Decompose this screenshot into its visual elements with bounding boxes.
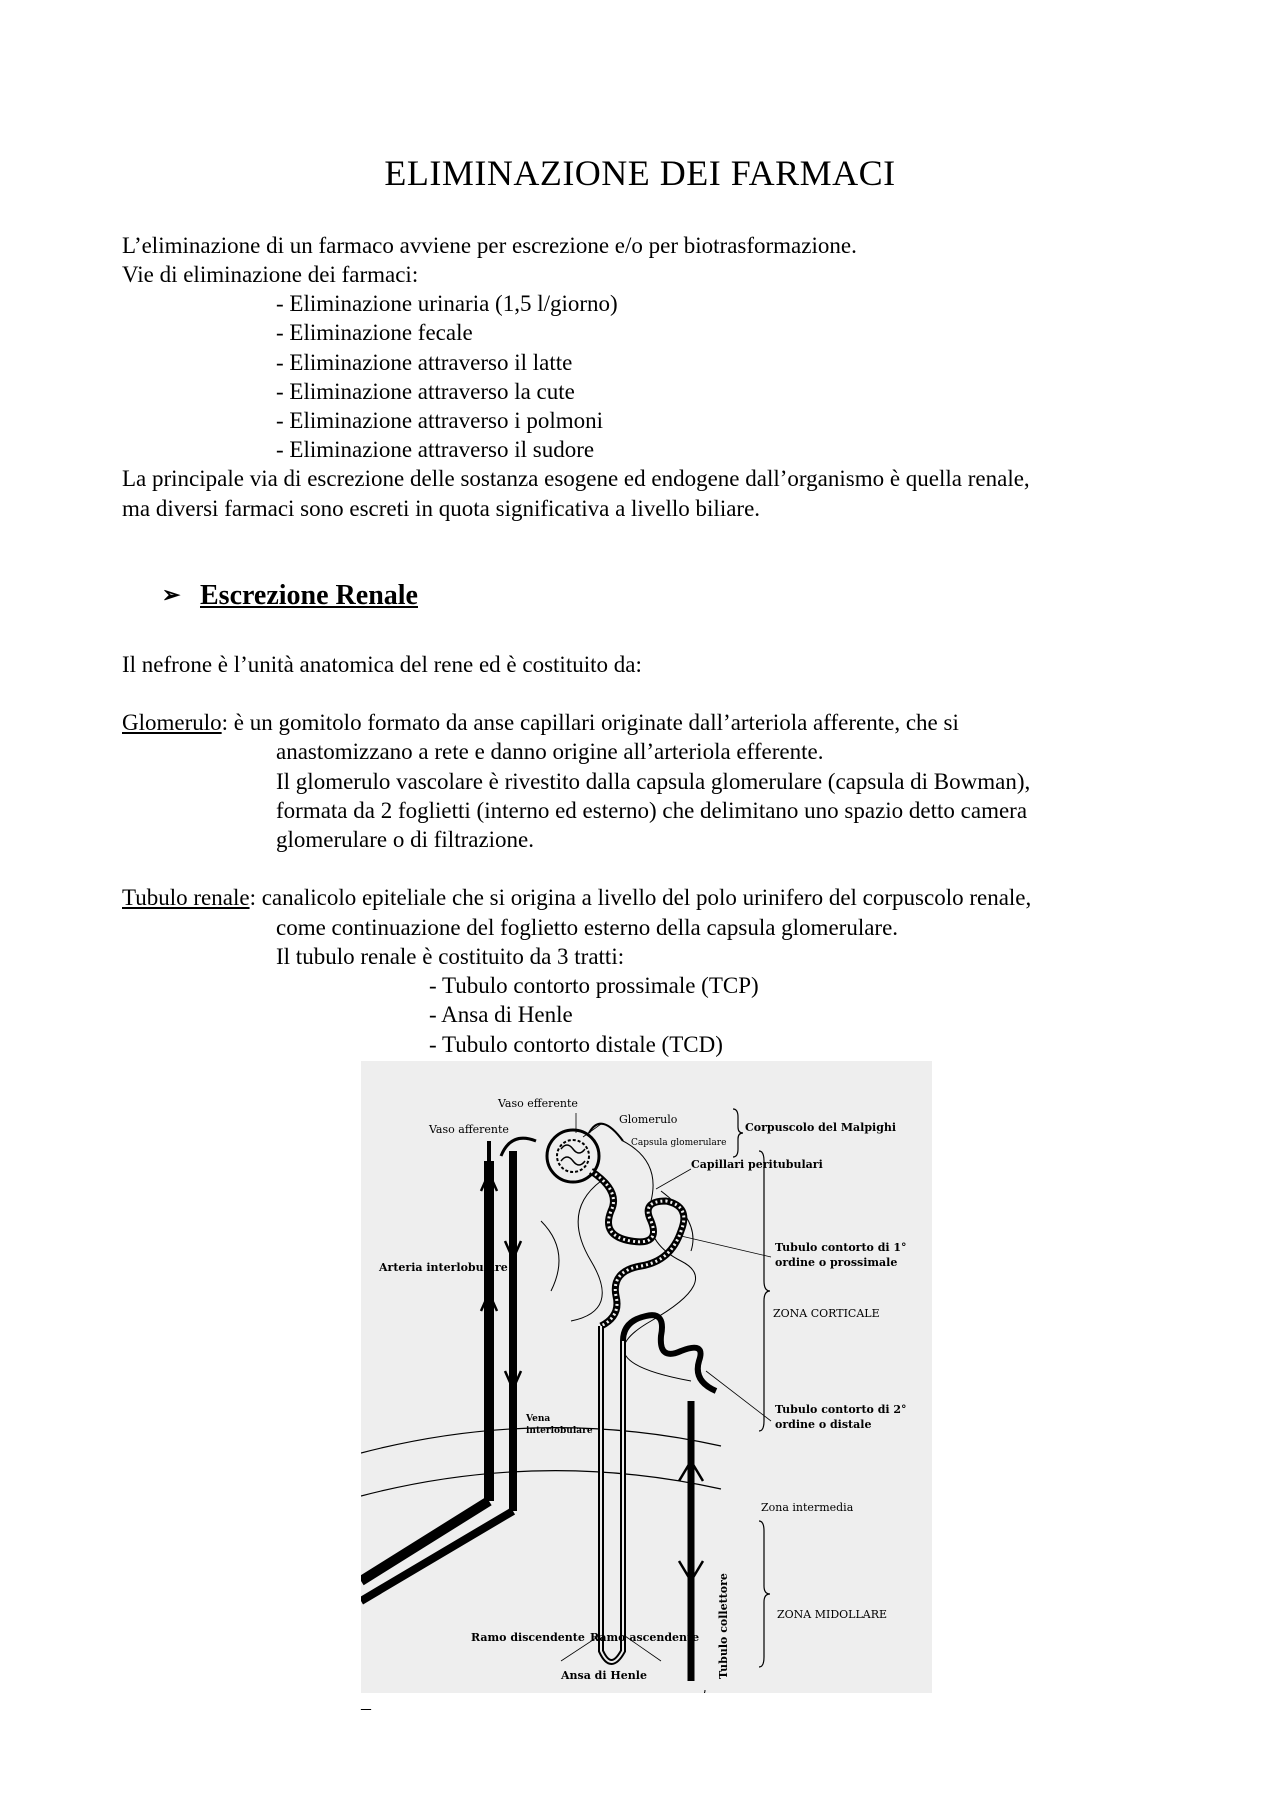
intro-line-1: L’eliminazione di un farmaco avviene per escrezione e/o per biotrasformazione. — [122, 233, 857, 258]
label-tcd-1: Tubulo contorto di 2° — [775, 1403, 907, 1416]
leader-line — [681, 1236, 771, 1257]
capillary-tuft — [561, 1145, 585, 1165]
label-vaso-afferente: Vaso afferente — [429, 1123, 509, 1136]
glomerulus — [557, 1140, 589, 1172]
route-item: - Eliminazione urinaria (1,5 l/giorno) — [276, 291, 618, 316]
glomerulo-line-5: glomerulare o di filtrazione. — [276, 827, 535, 852]
route-item: - Eliminazione attraverso il sudore — [276, 437, 595, 462]
tubulo-part: - Tubulo contorto prossimale (TCP) — [429, 973, 759, 998]
tubulo-term: Tubulo renale — [122, 885, 250, 910]
nephron-diagram — [361, 1061, 932, 1693]
afferent-vessel — [501, 1138, 536, 1156]
summary-line-1: La principale via di escrezione delle sostanza esogene ed endogene dall’organismo è quella renale, — [122, 466, 1030, 491]
leader-line — [706, 1371, 771, 1421]
nephron-diagram-svg — [361, 1061, 932, 1693]
proximal-tubule — [591, 1171, 684, 1326]
label-tcp-2: ordine o prossimale — [775, 1256, 898, 1269]
label-zona-intermedia: Zona intermedia — [761, 1501, 854, 1514]
label-tcd-2: ordine o distale — [775, 1418, 872, 1431]
label-arteria: Arteria interlobulare — [379, 1261, 508, 1274]
leader-line — [583, 1124, 601, 1137]
leader-line — [656, 1169, 691, 1189]
label-ramo-ascendente: Ramo ascendente — [590, 1631, 700, 1644]
arrow-bullet-icon: ➢ — [162, 582, 181, 607]
label-glomerulo: Glomerulo — [619, 1113, 678, 1126]
page-mark: – — [361, 1697, 371, 1719]
brace-corpuscle — [733, 1109, 743, 1157]
brace-henle — [631, 1690, 705, 1693]
section-heading — [162, 580, 418, 612]
label-vena-2: interlobulare — [526, 1426, 593, 1436]
glomerulo-line-2: anastomizzano a rete e danno origine all’arteriola efferente. — [276, 739, 824, 764]
label-capillari: Capillari peritubulari — [691, 1158, 823, 1171]
route-item: - Eliminazione fecale — [276, 320, 473, 345]
label-zona-corticale: ZONA CORTICALE — [773, 1307, 880, 1320]
label-vena-1: Vena — [526, 1414, 551, 1424]
interlobular-artery — [361, 1161, 489, 1581]
label-zona-midollare: ZONA MIDOLLARE — [777, 1608, 888, 1621]
glomerulo-term: Glomerulo — [122, 710, 222, 735]
label-ramo-discendente: Ramo discendente — [471, 1631, 585, 1644]
label-ansa-henle: Ansa di Henle — [561, 1669, 647, 1682]
route-item: - Eliminazione attraverso i polmoni — [276, 408, 604, 433]
page-title: ELIMINAZIONE DEI FARMACI — [384, 153, 896, 193]
medulla-boundary — [361, 1471, 721, 1496]
label-corpuscolo: Corpuscolo del Malpighi — [745, 1121, 897, 1134]
label-vaso-efferente: Vaso efferente — [498, 1097, 578, 1110]
section-heading-text: Escrezione Renale — [200, 580, 418, 611]
tubulo-line-3: Il tubulo renale è costituito da 3 tratti: — [276, 944, 625, 969]
route-item: - Eliminazione attraverso il latte — [276, 350, 573, 375]
route-item: - Eliminazione attraverso la cute — [276, 379, 575, 404]
peritubular-capillaries — [541, 1141, 696, 1381]
tubulo-part: - Ansa di Henle — [429, 1002, 573, 1027]
tubulo-line-2: come continuazione del foglietto esterno della capsula glomerulare. — [276, 915, 899, 940]
brace-medullary — [759, 1521, 770, 1667]
glomerulo-line-3: Il glomerulo vascolare è rivestito dalla capsula glomerulare (capsula di Bowman), — [276, 769, 1031, 794]
label-capsula: Capsula glomerulare — [631, 1138, 727, 1148]
nephron-intro: Il nefrone è l’unità anatomica del rene ed è costituito da: — [122, 652, 642, 677]
intro-line-2: Vie di eliminazione dei farmaci: — [122, 262, 419, 287]
glomerulo-line-4: formata da 2 foglietti (interno ed esterno) che delimitano uno spazio detto camera — [276, 798, 1028, 823]
loop-lumen — [601, 1326, 623, 1662]
glomerulo-line-1: Glomerulo: è un gomitolo formato da anse capillari originate dall’arteriola afferente, che si — [122, 710, 959, 735]
loop-of-henle — [601, 1315, 716, 1662]
tubulo-part: - Tubulo contorto distale (TCD) — [429, 1032, 723, 1057]
summary-line-2: ma diversi farmaci sono escreti in quota significativa a livello biliare. — [122, 496, 761, 521]
label-tubulo-collettore: Tubulo collettore — [717, 1573, 730, 1679]
brace-cortical — [759, 1151, 770, 1431]
label-tcp-1: Tubulo contorto di 1° — [775, 1241, 907, 1254]
tubulo-line-1: Tubulo renale: canalicolo epiteliale che si origina a livello del polo urinifero del corpuscolo renale, — [122, 885, 1032, 910]
